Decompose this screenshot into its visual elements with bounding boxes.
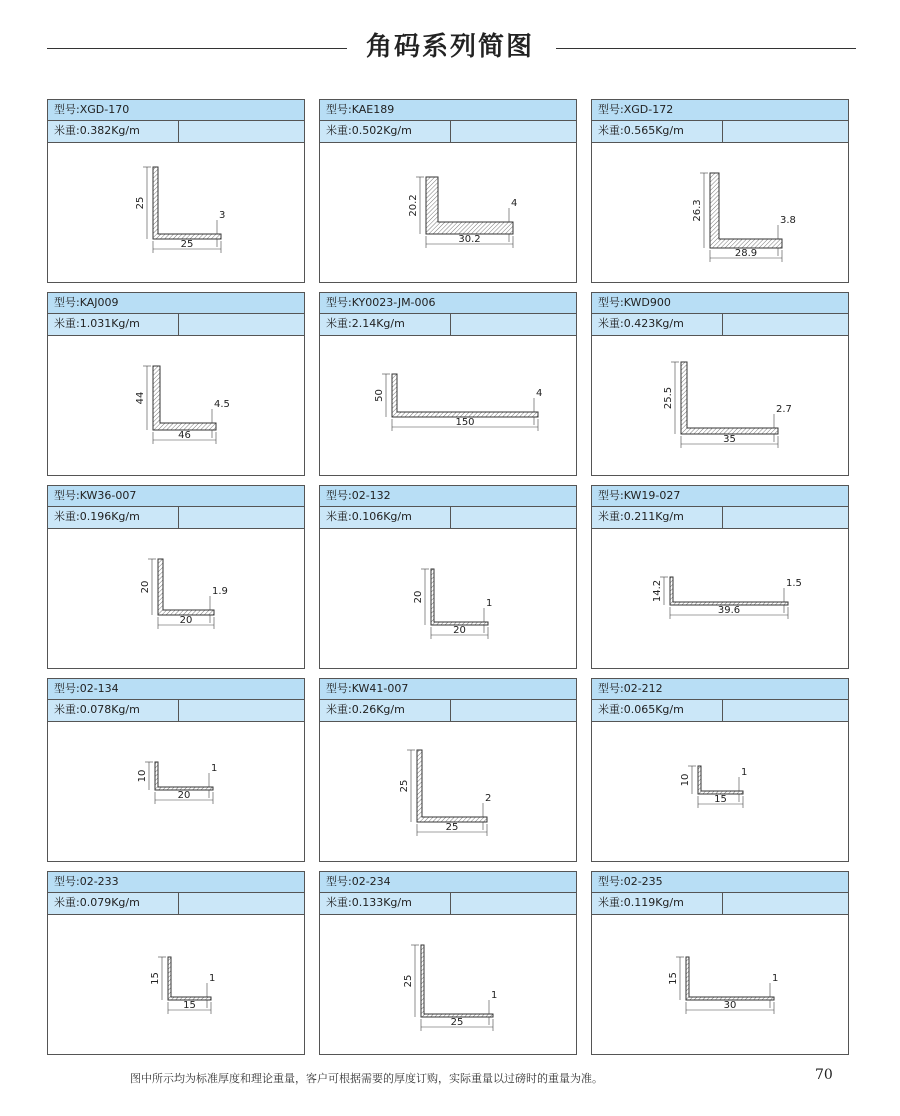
profile-card	[319, 871, 577, 1055]
weight-label: 米重:0.133Kg/m	[326, 896, 412, 909]
row-divider	[450, 314, 451, 335]
model-row	[48, 293, 304, 314]
weight-label: 米重:0.382Kg/m	[54, 124, 140, 137]
model-row	[592, 486, 848, 507]
profile-card	[47, 871, 305, 1055]
row-divider	[722, 121, 723, 142]
model-label: 型号:02-234	[326, 875, 391, 888]
profile-card	[591, 292, 849, 476]
angle-profile-diagram	[48, 915, 304, 1054]
weight-label: 米重:0.119Kg/m	[598, 896, 684, 909]
profile-card	[591, 871, 849, 1055]
thickness-value: 3.8	[780, 215, 796, 226]
height-value: 10	[137, 769, 148, 783]
thickness-value: 4.5	[214, 399, 230, 410]
thickness-value: 1.9	[212, 586, 228, 597]
width-value: 15	[183, 1000, 196, 1011]
weight-row	[320, 121, 576, 143]
model-label: 型号:02-235	[598, 875, 663, 888]
weight-label: 米重:1.031Kg/m	[54, 317, 140, 330]
model-row	[48, 486, 304, 507]
thickness-value: 1	[209, 973, 216, 984]
width-value: 30	[723, 1000, 737, 1011]
thickness-value: 1	[211, 763, 218, 774]
l-profile-shape	[426, 177, 513, 234]
profile-card	[47, 678, 305, 862]
l-profile-shape	[392, 374, 538, 417]
l-profile-shape	[698, 766, 743, 794]
height-value: 10	[680, 773, 691, 787]
model-row	[592, 679, 848, 700]
page-number: 70	[815, 1067, 833, 1083]
weight-row	[48, 314, 304, 336]
row-divider	[178, 314, 179, 335]
angle-profile-diagram	[592, 336, 848, 475]
model-label: 型号:KY0023-JM-006	[326, 296, 436, 309]
model-label: 型号:02-212	[598, 682, 663, 695]
row-divider	[178, 700, 179, 721]
thickness-value: 1	[491, 990, 498, 1001]
thickness-value: 1	[486, 598, 493, 609]
weight-row	[48, 507, 304, 529]
weight-label: 米重:0.502Kg/m	[326, 124, 412, 137]
height-value: 14.2	[652, 579, 663, 603]
row-divider	[450, 700, 451, 721]
l-profile-shape	[681, 362, 778, 434]
width-value: 25	[450, 1017, 464, 1028]
height-value: 20	[413, 590, 424, 604]
profile-card	[319, 485, 577, 669]
height-value: 20	[140, 580, 151, 594]
l-profile-shape	[421, 945, 493, 1017]
thickness-value: 1.5	[786, 578, 802, 589]
weight-label: 米重:0.423Kg/m	[598, 317, 684, 330]
height-value: 15	[150, 972, 161, 985]
height-value: 15	[668, 972, 679, 985]
width-value: 20	[453, 625, 466, 636]
thickness-value: 2	[485, 793, 492, 804]
thickness-value: 4	[536, 388, 543, 399]
profile-card	[319, 678, 577, 862]
width-value: 20	[179, 615, 193, 626]
title-rule-left	[47, 48, 347, 49]
model-label: 型号:KW36-007	[54, 489, 137, 502]
model-label: 型号:KAJ009	[54, 296, 119, 309]
angle-profile-diagram	[592, 529, 848, 668]
angle-profile-diagram	[48, 336, 304, 475]
angle-profile-diagram	[320, 336, 576, 475]
l-profile-shape	[153, 366, 216, 430]
height-value: 25	[399, 779, 410, 793]
weight-row	[592, 121, 848, 143]
model-row	[592, 872, 848, 893]
weight-row	[48, 700, 304, 722]
model-row	[592, 293, 848, 314]
weight-row	[48, 893, 304, 915]
profile-card	[591, 678, 849, 862]
l-profile-shape	[158, 559, 214, 615]
row-divider	[722, 893, 723, 914]
width-value: 20	[177, 790, 191, 801]
profile-card	[591, 99, 849, 283]
height-value: 25	[403, 974, 414, 988]
model-row	[48, 679, 304, 700]
angle-profile-diagram	[320, 529, 576, 668]
angle-profile-diagram	[48, 529, 304, 668]
l-profile-shape	[431, 569, 488, 625]
weight-label: 米重:2.14Kg/m	[326, 317, 405, 330]
weight-label: 米重:0.211Kg/m	[598, 510, 684, 523]
height-value: 50	[374, 389, 385, 402]
row-divider	[178, 507, 179, 528]
angle-profile-diagram	[592, 143, 848, 282]
width-value: 25	[180, 239, 194, 250]
height-value: 44	[135, 391, 146, 405]
row-divider	[178, 893, 179, 914]
profile-card	[47, 485, 305, 669]
weight-row	[320, 700, 576, 722]
width-value: 46	[178, 430, 191, 441]
angle-profile-diagram	[320, 143, 576, 282]
weight-row	[320, 507, 576, 529]
model-label: 型号:KW19-027	[598, 489, 681, 502]
l-profile-shape	[710, 173, 782, 248]
width-value: 30.2	[458, 234, 481, 245]
model-row	[320, 679, 576, 700]
angle-profile-diagram	[48, 722, 304, 861]
row-divider	[722, 700, 723, 721]
weight-row	[320, 893, 576, 915]
model-row	[48, 100, 304, 121]
model-row	[320, 486, 576, 507]
angle-profile-diagram	[320, 915, 576, 1054]
model-label: 型号:02-233	[54, 875, 119, 888]
angle-profile-diagram	[592, 722, 848, 861]
l-profile-shape	[417, 750, 487, 822]
height-value: 20.2	[408, 194, 419, 217]
row-divider	[178, 121, 179, 142]
weight-label: 米重:0.196Kg/m	[54, 510, 140, 523]
weight-row	[592, 700, 848, 722]
weight-row	[592, 507, 848, 529]
profile-card	[591, 485, 849, 669]
weight-row	[320, 314, 576, 336]
model-label: 型号:XGD-172	[598, 103, 674, 116]
weight-label: 米重:0.079Kg/m	[54, 896, 140, 909]
weight-row	[592, 314, 848, 336]
l-profile-shape	[155, 762, 213, 790]
row-divider	[450, 121, 451, 142]
thickness-value: 4	[511, 198, 518, 209]
row-divider	[722, 507, 723, 528]
angle-profile-diagram	[48, 143, 304, 282]
model-label: 型号:XGD-170	[54, 103, 130, 116]
profile-card	[47, 99, 305, 283]
thickness-value: 3	[219, 210, 226, 221]
footer-note: 图中所示均为标准厚度和理论重量，客户可根据需要的厚度订购，实际重量以过磅时的重量为准。	[130, 1072, 603, 1085]
thickness-value: 1	[741, 767, 748, 778]
profile-card	[319, 99, 577, 283]
model-label: 型号:KW41-007	[326, 682, 409, 695]
thickness-value: 2.7	[776, 404, 792, 415]
profile-card	[47, 292, 305, 476]
model-label: 型号:KWD900	[598, 296, 671, 309]
l-profile-shape	[686, 957, 774, 1000]
weight-row	[592, 893, 848, 915]
l-profile-shape	[168, 957, 211, 1000]
height-value: 26.3	[692, 199, 703, 222]
model-row	[320, 872, 576, 893]
model-label: 型号:KAE189	[326, 103, 395, 116]
weight-label: 米重:0.565Kg/m	[598, 124, 684, 137]
model-row	[320, 100, 576, 121]
width-value: 150	[455, 417, 475, 428]
model-row	[592, 100, 848, 121]
row-divider	[722, 314, 723, 335]
width-value: 35	[723, 434, 736, 445]
width-value: 25	[445, 822, 459, 833]
profile-card	[319, 292, 577, 476]
model-label: 型号:02-132	[326, 489, 391, 502]
l-profile-shape	[670, 577, 788, 605]
model-row	[48, 872, 304, 893]
angle-profile-diagram	[592, 915, 848, 1054]
row-divider	[450, 893, 451, 914]
angle-profile-diagram	[320, 722, 576, 861]
weight-row	[48, 121, 304, 143]
width-value: 15	[714, 794, 727, 805]
weight-label: 米重:0.106Kg/m	[326, 510, 412, 523]
height-value: 25	[135, 196, 146, 210]
l-profile-shape	[153, 167, 221, 239]
height-value: 25.5	[663, 386, 674, 410]
thickness-value: 1	[772, 973, 779, 984]
weight-label: 米重:0.26Kg/m	[326, 703, 405, 716]
title-rule-right	[556, 48, 856, 49]
model-label: 型号:02-134	[54, 682, 119, 695]
model-row	[320, 293, 576, 314]
page-title: 角码系列简图	[365, 32, 534, 62]
weight-label: 米重:0.065Kg/m	[598, 703, 684, 716]
width-value: 28.9	[734, 248, 758, 259]
width-value: 39.6	[717, 605, 741, 616]
weight-label: 米重:0.078Kg/m	[54, 703, 140, 716]
row-divider	[450, 507, 451, 528]
